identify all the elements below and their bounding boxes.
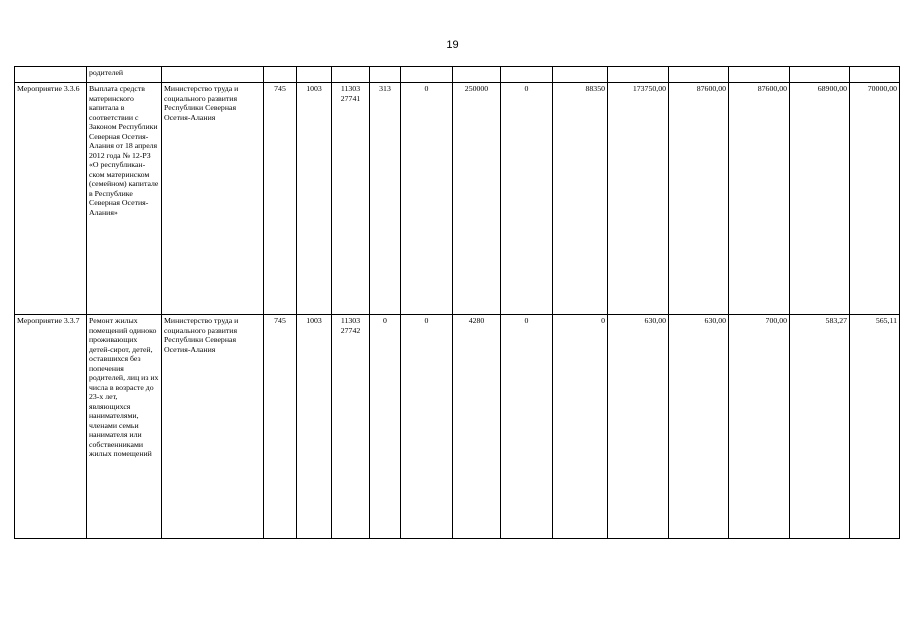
table-row-continuation — [15, 67, 900, 83]
activity-label: Мероприятие 3.3.6 — [15, 83, 87, 315]
value-cell: 0 — [553, 315, 608, 539]
continuation-cell: родителей — [87, 67, 162, 83]
value-cell: 70000,00 — [850, 83, 900, 315]
value-cell: 630,00 — [608, 315, 669, 539]
activity-label: Мероприятие 3.3.7 — [15, 315, 87, 539]
executor-cell: Министерство труда и социального развития Республики Северная Осетия-Алания — [162, 315, 264, 539]
value-cell: 0 — [501, 83, 553, 315]
value-cell: 173750,00 — [608, 83, 669, 315]
value-cell: 68900,00 — [790, 83, 850, 315]
vr-cell: 0 — [370, 315, 401, 539]
value-cell: 0 — [401, 315, 453, 539]
value-cell: 87600,00 — [729, 83, 790, 315]
value-cell: 565,11 — [850, 315, 900, 539]
page-number: 19 — [446, 39, 459, 51]
value-cell: 700,00 — [729, 315, 790, 539]
grbs-cell: 745 — [264, 315, 297, 539]
csr-cell: 11303 27741 — [332, 83, 370, 315]
value-cell: 0 — [501, 315, 553, 539]
executor-cell: Министерство труда и социального развития Республики Северная Осетия-Алания — [162, 83, 264, 315]
vr-cell: 313 — [370, 83, 401, 315]
value-cell: 88350 — [553, 83, 608, 315]
csr-cell: 11303 27742 — [332, 315, 370, 539]
value-cell: 630,00 — [669, 315, 729, 539]
value-cell: 0 — [401, 83, 453, 315]
activity-description: Ремонт жилых помещений одиноко проживающих детей-сирот, детей, оставшихся без попечения родителей, лиц из их числа в возрасте до 23-х лет, являющихся нанимателями, членами семьи нанимателя или собственниками жилых помещений — [87, 315, 162, 539]
grbs-cell: 745 — [264, 83, 297, 315]
value-cell: 4280 — [453, 315, 501, 539]
table-row-3-3-7 — [15, 315, 900, 539]
rzpr-cell: 1003 — [297, 83, 332, 315]
value-cell: 583,27 — [790, 315, 850, 539]
table-row-3-3-6 — [15, 83, 900, 315]
value-cell: 87600,00 — [669, 83, 729, 315]
value-cell: 250000 — [453, 83, 501, 315]
budget-table — [14, 66, 900, 539]
rzpr-cell: 1003 — [297, 315, 332, 539]
activity-description: Выплата средств материнского капитала в соответствии с Законом Республики Северная Осетия-Алания от 18 апреля 2012 года № 12-РЗ «О республикан-ском материнском (семейном) капитале в Республике Северная Осетия-Алания» — [87, 83, 162, 315]
